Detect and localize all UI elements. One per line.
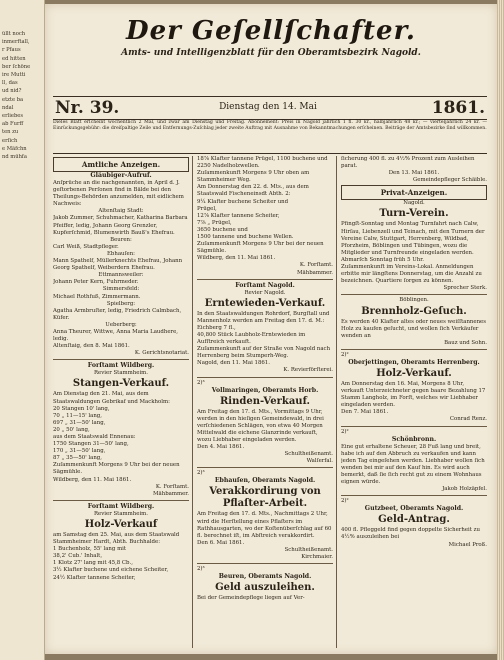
signature-date: Den 6. Mai 1861. [197, 539, 245, 546]
notice-text: Zuſammenkunft im Vereins-Lokal. Anmeldungen erbitte mir längſtens Donnerstag, um die Anzahl zu bezeichnen. Quartiere ſorgen zu können. [341, 264, 482, 285]
signature-name: Walſerfal. [306, 458, 333, 465]
notice-number: 2)³ [197, 566, 205, 573]
notice-title: Verakkordirung von Pflaſter-Arbeit. [209, 486, 321, 510]
lot-row: 1500 tannene und buchene Wellen. [197, 234, 294, 241]
lot-row: 3650 buchene und [197, 226, 248, 233]
notice-heading: Gutzbeet, Oberamts Nagold. [364, 505, 464, 513]
lot-row: 1750 Stangen 31—50' lang, [53, 441, 129, 448]
spine-line: ed hitten [2, 55, 26, 62]
column-2 [197, 156, 333, 648]
notice-text: Am Freitag den 17. d. Mts., Vormittags 9 Uhr, werden in den hieſigen Gemeindewald, in drei verſchiedenen Schlägen, von etwa 40 Morgen Mittelwald die eichene Glanzrinde verkauft, wozu Liebhaber eingeladen werden. [197, 408, 324, 443]
signature-office: K. Forſtamt. [299, 262, 333, 269]
notice-number: 2)² [341, 498, 349, 505]
notice-text: In den Staatswaldungen Rohrdorf, Burgſtall und Mannenholz werden am Freitag den 17. d. M.: [197, 310, 330, 324]
notice-heading: Oberjettingen, Oberamts Herrenberg. [348, 358, 480, 366]
notice-heading: Schönbronn. [391, 435, 437, 443]
spine-line: r Pfaus [2, 47, 21, 54]
section-heading: Privat-Anzeigen. [380, 188, 448, 198]
spine-line: inmerftall, [2, 39, 30, 46]
spine-line: e Mäfchn [2, 145, 27, 152]
issue-line [53, 96, 487, 120]
signature-name: Sprecher Sterk. [443, 285, 487, 292]
subscription-notice: Dieſes Blatt erſcheint wöchentlich 2 Mal, und zwar am Dienstag und Freitag. Abonnement: Preis in Nagold jährlich 1 fl. 30 kr., halbjährlich 48 kr.; — vierteljährlich 24 kr. — Einrückungsgebühr: die dreiſpaltige Zeile und Entfernungs-Zuſchlag jeder zweite Auftrag mit Ausnahme von Bekanntmachungen erſcheinen. Beiträge der Amtsbezirke ſind willkommen. [53, 120, 487, 132]
notice-number: 2)² [341, 428, 349, 435]
lot-row: Prügel, [197, 205, 217, 212]
notice-heading: Beuren, Oberamts Nagold. [218, 573, 312, 581]
names-list: Anna Theurer, Wittwe, Anna Maria Laudhere, ledig. [53, 328, 178, 343]
place-name: Altenſtaig Stadt: [98, 208, 144, 215]
lot-row: 12⅞ Klafter tannene Scheiter, [197, 212, 280, 219]
notice-heading: Ebhauſen, Oberamts Nagold. [214, 477, 316, 485]
spine-line: nd mühfa [2, 154, 27, 161]
spine-line: erliebes [2, 113, 23, 120]
signature-date: Altenſtaig, den 8. Mai 1861. [53, 343, 130, 350]
signature-date: Den 7. Mai 1861. [341, 409, 389, 416]
lot-row: 697 „ 31—50' lang, [53, 419, 106, 426]
signature-name: Bauz und Sohn. [444, 339, 487, 346]
newspaper-subtitle: Amts- und Intelligenzblatt für den Oberamtsbezirk Nagold. [121, 48, 421, 58]
signature-office: K. Revierförſterei. [283, 367, 333, 374]
lot-row: 3½ Klafter buchene und eichene Scheiter, [53, 567, 169, 574]
notice-title: Rinden-Verkauf. [219, 395, 310, 407]
notice-number: 2)³ [197, 470, 205, 477]
notice-text: Am Dienstag den 21. Mai, aus dem Staatswaldungen Gebrikaf und Mackholm: [53, 391, 170, 405]
spine-line: ll, das [2, 80, 18, 87]
notice-title: Holz-Verkauf. [376, 367, 452, 379]
place-name: Ueberberg: [105, 321, 137, 328]
lot-row: 9¼ Klafter buchene Scheiter und [197, 198, 289, 205]
notice-title: Geld-Antrag. [378, 514, 450, 526]
issue-year: 1861. [431, 98, 485, 118]
notice-text: Am Donnerstag den 22. d. Mts., aus dem Staatswald Fischeneinsdt Abth. 2: [197, 184, 309, 198]
lot-row: 170 „ 31—50' lang, [53, 448, 106, 455]
lot-row: 1 Klotz 27' lang mit 45,8 Cb., [53, 560, 133, 567]
names-list: Jakob Zummer, Schuhmacher, Katharina Barbara Pfeiffer, ledig, Johann Georg Grenzler, Kupferſchmid, Blumenwirth Bauß's Ehefrau. [53, 215, 188, 236]
signature-date: Nagold, den 11. Mai 1861. [197, 360, 270, 367]
signature-name: Jakob Holzäpfel. [442, 486, 487, 493]
names-list: Carl Weiß, Stadtpfleger. [53, 243, 119, 250]
notice-title: Geld auszuleihen. [215, 582, 315, 594]
notice-title: Erntewieden-Verkauf. [204, 297, 326, 309]
header-rule [53, 153, 487, 154]
place-name: Ettmannsweiler: [98, 272, 144, 279]
notice-heading: Forſtamt Wildberg. [87, 502, 155, 510]
notice-text: Am Freitag den 17. d. Mts., Nachmittags 2 Uhr, wird die Herſtellung eines Pflaſters im Rathhausgarten, wo der Koſtenüberſchlag auf 60 fl. berechnet iſt, im Abſtreich verakkordirt. [197, 511, 332, 539]
names-list: Johann Peter Kern, Fuhrmeder. [53, 279, 139, 286]
notice-text: 40,800 Stück Laubholz-Erntewieden im Aufſtreich verkauft. [197, 331, 306, 346]
names-list: Mann Spathelf, Müllerknechts Ehefrau, Johann Georg Spathelf, Weiberdern Ehefrau. [53, 258, 183, 272]
issue-number: Nr. 39. [55, 98, 120, 118]
previous-page-fragment [0, 0, 45, 660]
notice-number: 2)³ [197, 379, 205, 386]
spine-line: ud nid? [2, 88, 22, 95]
notice-heading: Forſtamt Nagold. [235, 281, 295, 289]
place-name: Beuren: [110, 236, 132, 243]
notice-subheading: Revier Stammheim. [93, 510, 148, 517]
spine-line: üllt noch [2, 31, 26, 37]
notice-text: Zuſammenkunft auf der Straße von Nagold nach Herrenberg beim Stumperh-Weg. [197, 346, 331, 360]
signature-office: K. Forſtamt. [155, 483, 189, 490]
notice-subheading: Revier Stammheim. [93, 370, 148, 377]
lot-row: 87 „ 35—50' lang, [53, 455, 102, 462]
names-list: Michael Rothfuß, Zimmermann. [53, 293, 141, 300]
notice-heading: Vollmaringen, Oberamts Horb. [211, 386, 319, 394]
notice-subheading: Revier Nagold. [244, 289, 286, 296]
signature-name: Mähbammer. [297, 269, 333, 276]
spine-line: ten zu [2, 129, 19, 136]
lot-row: 38,2' Cub.' Inhalt, [53, 553, 103, 560]
signature-name: Kirchmaier. [301, 554, 333, 561]
signature-date: Wildberg, den 11. Mai 1861. [197, 255, 276, 262]
notice-heading: Gläubiger-Aufruf. [90, 172, 152, 179]
notice-text: 400 fl. Pfleggeld find gegen doppelte Sicherheit zu 4½% auszuleihen bei [341, 527, 480, 541]
spine-line: ab Furff [2, 121, 24, 128]
place-name: Simmersfeld: [102, 286, 140, 293]
section-heading: Amtliche Anzeigen. [81, 160, 161, 169]
column-divider [336, 156, 337, 648]
notice-text: Zuſammenkunft Morgens 9 Uhr oben am Stammheimer Weg. [197, 170, 310, 184]
notice-text: Pfingſt-Sonntag und Montag Turnfahrt nach Calw, Hirſau, Liebenzell und Teinach, mit den Turnern der Vereine Calw, Stuttgart, Herrenberg, Wildbad, Pforzheim, Böblingen und Tübingen, wozu die Mitglieder und Turnfreunde eingeladen werden. [341, 221, 485, 256]
names-list: Agatha Armbruſter, ledig, Friedrich Calmbach, Küfer. [53, 307, 182, 321]
notice-title: Stangen-Verkauf. [72, 378, 170, 390]
notice-text: Bei der Gemeindepflege liegen auf Ver- [197, 595, 305, 602]
spine-line: ndal [2, 104, 14, 111]
signature-office: Schultheißenamt. [284, 546, 333, 553]
lot-row: 70 „ 11—15' lang, [53, 412, 102, 419]
place-name: Ebhauſen: [106, 250, 136, 257]
signature-name: Mähbammer. [153, 490, 189, 497]
notice-text: Anſprüche an die nachgenannten, in April d. J. geſtorbenen Perſonen find in Bälde bei den Theilungs-Behörden anzumelden, mit eidlichem Nachweis: [53, 180, 184, 208]
newspaper-title: Der Geſellſchafter. [126, 16, 416, 46]
signature-date: Den 13. Mai 1861. [388, 170, 440, 177]
signature-name: Gemeindepfleger Schäible. [412, 177, 487, 184]
notice-text: ſicherung 400 fl. zu 4½% Prozent zum Ausleihen parat. [341, 156, 475, 170]
lot-row: 1 Buchenholz, 55' lang mit [53, 546, 127, 553]
page-edges [497, 0, 504, 660]
notice-text: 18⅞ Klafter tannene Prügel, 1100 buchene und 2250 Nadelholzwellen. [197, 156, 328, 170]
notice-title: Turn-Verein. [379, 208, 449, 220]
column-divider [192, 156, 193, 648]
notice-text: Zuſammenkunft Morgens 9 Uhr bei der neuen Sägmühle. [53, 462, 180, 476]
place-name: Spielberg: [106, 300, 136, 307]
notice-title: Holz-Verkauf [84, 518, 158, 530]
spine-line: erſich [2, 137, 18, 144]
issue-date: Dienstag den 14. Mai [219, 102, 317, 112]
lot-row: 20 Stangen 10' lang, [53, 405, 110, 412]
place-name: Böblingen. [399, 297, 429, 304]
lot-row: 24½ Klafter tannene Scheiter, [53, 574, 136, 581]
spine-line: ire Mutti [2, 72, 26, 79]
signature-name: Conrad Renz. [449, 416, 487, 423]
masthead [45, 16, 497, 58]
notice-number: 2)² [341, 351, 349, 358]
spine-line: etzte ba [2, 96, 24, 103]
lot-row: aus dem Staatswald Ennenau: [53, 434, 136, 440]
place-name: Nagold. [403, 200, 425, 207]
notice-text: Zuſammenkunft Morgens 9 Uhr bei der neuen Sägmühle. [197, 241, 324, 255]
column-3 [341, 156, 487, 648]
signature-office: Schultheißenamt. [284, 451, 333, 458]
notice-heading: Forſtamt Wildberg. [87, 362, 155, 370]
notice-text: Abmarſch Sonntag früh 5 Uhr. [341, 256, 424, 263]
notice-text: Am Donnerstag den 16. Mai, Morgens 8 Uhr, verkauft Unterzeichneter gegen baare Bezahlung 17 Stamm Langholz, im Forſt, welches wir Liebhaber eingeladen werden. [341, 380, 486, 409]
notice-title: Brennholz-Geſuch. [361, 305, 467, 317]
signature-date: Wildberg, den 11. Mai 1861. [53, 476, 132, 483]
notice-text: am Samstag den 25. Mai, aus dem Staatswald Stammheimer Hardt, Abth. Buchhalde: [53, 531, 180, 546]
notice-text: Eine gut erhaltene Scheuer, 28 Fuß lang und breit, habe ich auf den Abbruch zu verkaufen und kann jeden Tag eingeſehen werden. Liebhaber wollen ſich wenden bei mir auf den Kauf hin. Es wird auch bemerkt, daß ſie ſich recht gut zu einem Wohnhaus eignen würde. [341, 443, 485, 486]
spine-line: ber ſchöne [2, 63, 31, 70]
notice-text: Es werden 40 Klafter altes oder neues weiſſtannenes Holz zu kaufen geſucht, und wollen ſich Verkäufer wenden an [341, 318, 487, 339]
signature-date: Den 4. Mai 1861. [197, 444, 245, 451]
signature-name: Michael Proß. [448, 541, 487, 548]
lot-row: 7⅞ „ Prügel, [197, 219, 232, 226]
newspaper-page [45, 4, 497, 654]
signature-office: K. Gerichtsnotariat. [134, 350, 189, 357]
lot-row: 20 „ 50' lang, [53, 426, 90, 433]
column-1 [53, 156, 189, 648]
lot-row: Eichberg 7 fl., [197, 324, 236, 331]
